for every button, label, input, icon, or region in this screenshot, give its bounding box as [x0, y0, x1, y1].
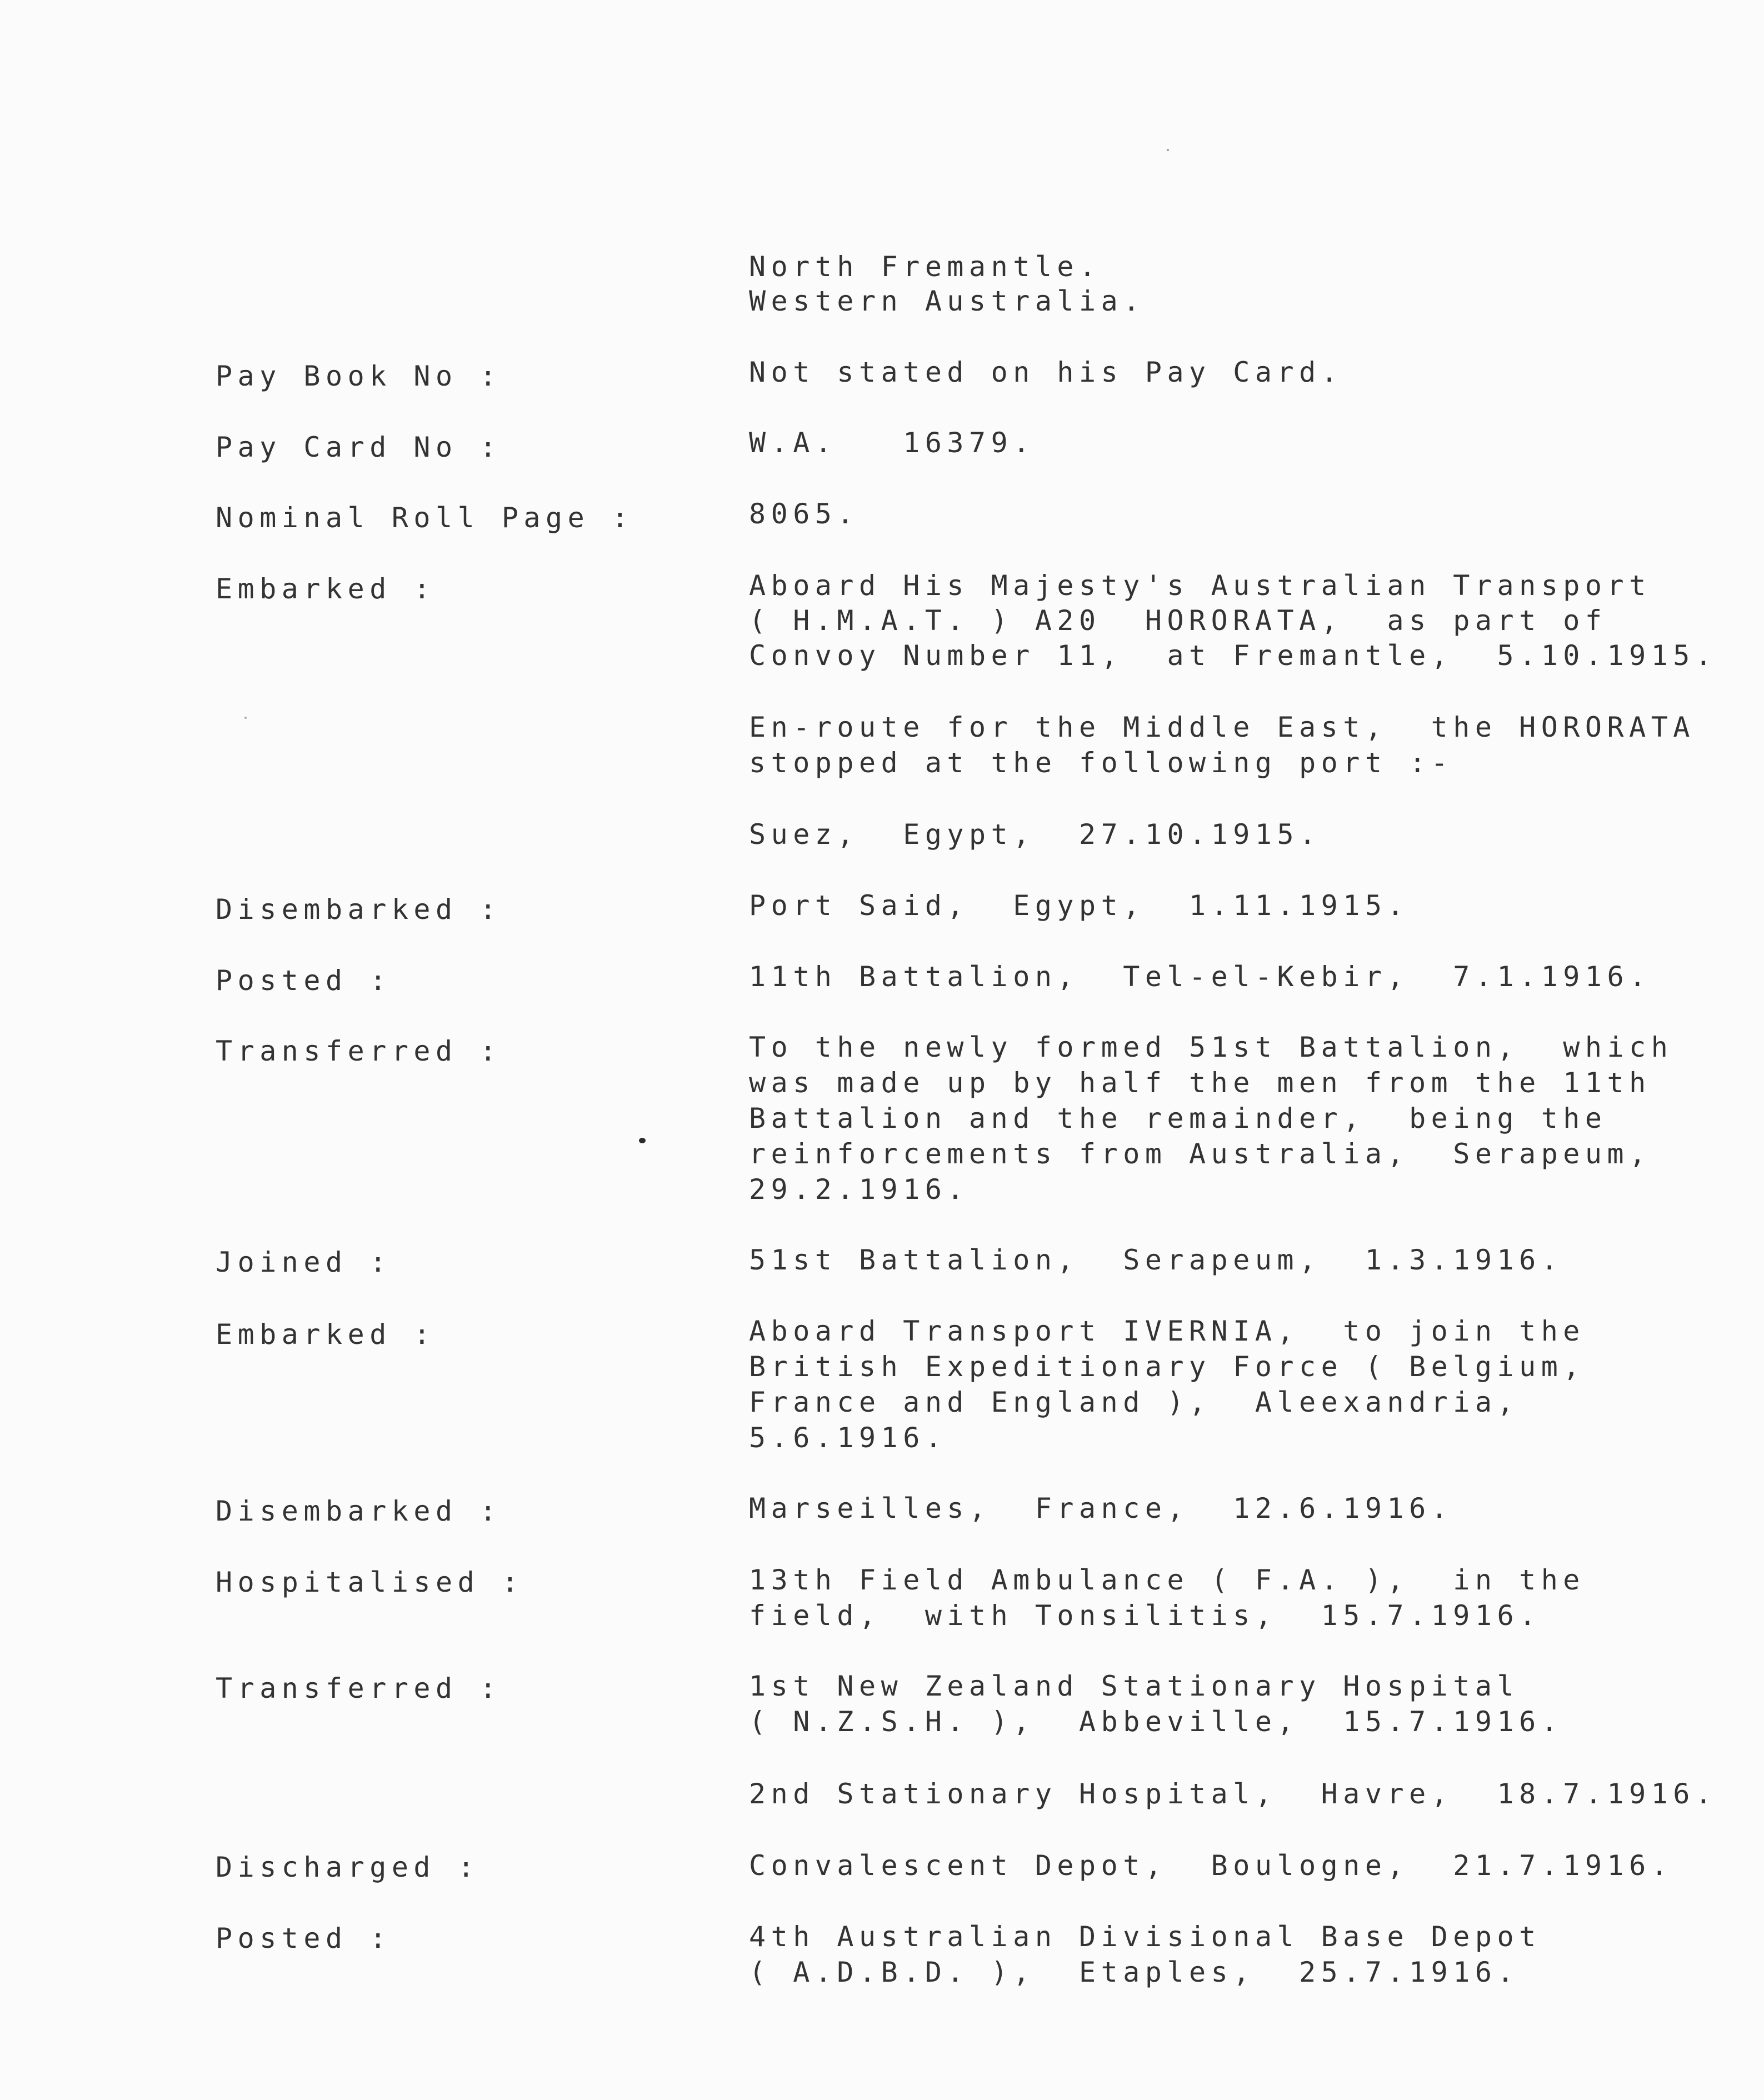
- address-line-1: North Fremantle.: [749, 251, 1101, 283]
- embarked-label: Embarked :: [216, 1318, 436, 1351]
- transferred-label: Transferred :: [216, 1672, 502, 1704]
- discharged-label: Discharged :: [216, 1851, 480, 1883]
- enroute-line: stopped at the following port :-: [749, 747, 1453, 779]
- scan-speck: [639, 1138, 646, 1143]
- hospitalised-value-line: 13th Field Ambulance ( F.A. ), in the: [749, 1564, 1585, 1596]
- joined-value: 51st Battalion, Serapeum, 1.3.1916.: [749, 1244, 1563, 1276]
- embarked-value-line: 5.6.1916.: [749, 1422, 947, 1454]
- embarked-value-line: Aboard His Majesty's Australian Transport: [749, 569, 1651, 602]
- disembarked-label: Disembarked :: [216, 893, 502, 926]
- transferred-value-line: ( N.Z.S.H. ), Abbeville, 15.7.1916.: [749, 1706, 1563, 1738]
- discharged-value: Convalescent Depot, Boulogne, 21.7.1916.: [749, 1849, 1673, 1882]
- nominal-roll-value: 8065.: [749, 498, 859, 530]
- pay-card-label: Pay Card No :: [216, 431, 502, 463]
- posted-value: 11th Battalion, Tel-el-Kebir, 7.1.1916.: [749, 961, 1651, 993]
- scan-speck: [1167, 149, 1169, 151]
- transferred-label: Transferred :: [216, 1035, 502, 1067]
- transferred-value-line: 1st New Zealand Stationary Hospital: [749, 1670, 1520, 1702]
- joined-label: Joined :: [216, 1246, 392, 1278]
- disembarked-value: Port Said, Egypt, 1.11.1915.: [749, 889, 1410, 922]
- suez-line: Suez, Egypt, 27.10.1915.: [749, 818, 1321, 851]
- transferred-value-line: Battalion and the remainder, being the: [749, 1102, 1607, 1134]
- hospitalised-label: Hospitalised :: [216, 1566, 524, 1598]
- scan-speck: [244, 717, 247, 719]
- embarked-value-line: ( H.M.A.T. ) A20 HORORATA, as part of: [749, 604, 1607, 637]
- embarked-value-line: Convoy Number 11, at Fremantle, 5.10.1915.: [749, 639, 1717, 672]
- pay-card-value: W.A. 16379.: [749, 427, 1035, 459]
- embarked-label: Embarked :: [216, 573, 436, 605]
- pay-book-value: Not stated on his Pay Card.: [749, 356, 1343, 388]
- enroute-line: En-route for the Middle East, the HORORATA: [749, 711, 1695, 743]
- embarked-value-line: France and England ), Aleexandria,: [749, 1386, 1520, 1418]
- pay-book-label: Pay Book No :: [216, 360, 502, 392]
- disembarked-label: Disembarked :: [216, 1495, 502, 1527]
- stationary-hospital-line: 2nd Stationary Hospital, Havre, 18.7.1916.: [749, 1778, 1717, 1810]
- embarked-value-line: Aboard Transport IVERNIA, to join the: [749, 1315, 1585, 1347]
- nominal-roll-label: Nominal Roll Page :: [216, 502, 634, 534]
- hospitalised-value-line: field, with Tonsilitis, 15.7.1916.: [749, 1599, 1541, 1632]
- embarked-value-line: British Expeditionary Force ( Belgium,: [749, 1351, 1585, 1383]
- posted-value-line: ( A.D.B.D. ), Etaples, 25.7.1916.: [749, 1956, 1520, 1988]
- posted-value-line: 4th Australian Divisional Base Depot: [749, 1921, 1541, 1953]
- transferred-value-line: reinforcements from Australia, Serapeum,: [749, 1138, 1651, 1170]
- address-line-2: Western Australia.: [749, 285, 1145, 317]
- transferred-value-line: was made up by half the men from the 11th: [749, 1067, 1651, 1099]
- disembarked-value: Marseilles, France, 12.6.1916.: [749, 1492, 1453, 1524]
- posted-label: Posted :: [216, 964, 392, 997]
- transferred-value-line: 29.2.1916.: [749, 1173, 970, 1206]
- posted-label: Posted :: [216, 1922, 392, 1954]
- transferred-value-line: To the newly formed 51st Battalion, which: [749, 1031, 1673, 1063]
